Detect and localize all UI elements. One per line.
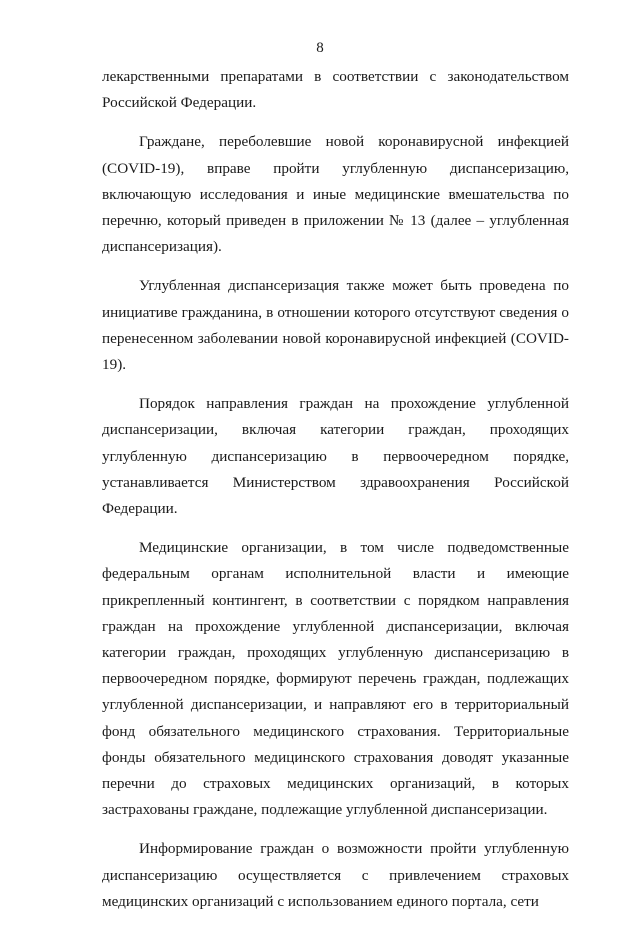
paragraph-initiative: Углубленная диспансеризация также может быть проведена по инициативе гражданина, в отношении которого отсутствуют сведения о перенесенном заболевании новой коронавирусной инфекцией (COVID-19). (102, 277, 569, 374)
paragraph-informing: Информирование граждан о возможности пройти углубленную диспансеризацию осуществляется с привлечением страховых медицинских организаций с использованием единого портала, сети (102, 840, 569, 910)
document-body (102, 64, 569, 928)
page-number: 8 (316, 40, 324, 56)
paragraph-procedure: Порядок направления граждан на прохождение углубленной диспансеризации, включая категории граждан, проходящих углубленную диспансеризацию в первоочередном порядке, устанавливается Министерством здравоохранения Российской Федерации. (102, 395, 569, 518)
paragraph-covid-citizens: Граждане, переболевшие новой коронавирусной инфекцией (COVID-19), вправе пройти углубленную диспансеризацию, включающую исследования и иные медицинские вмешательства по перечню, который приведен в приложении № 13 (далее – углубленная диспансеризация). (102, 133, 569, 256)
paragraph-medical-organizations: Медицинские организации, в том числе подведомственные федеральным органам исполнительной власти и имеющие прикрепленный контингент, в соответствии с порядком направления граждан на прохождение углубленной диспансеризации, включая категории граждан, проходящих углубленную диспансеризацию в первоочередном порядке, формируют перечень граждан, подлежащих углубленной диспансеризации, и направляют его в территориальный фонд обязательного медицинского страхования. Территориальные фонды обязательного медицинского страхования доводят указанные перечни до страховых медицинских организаций, в которых застрахованы граждане, подлежащие углубленной диспансеризации. (102, 539, 569, 819)
paragraph-continuation: лекарственными препаратами в соответствии с законодательством Российской Федерации. (102, 68, 569, 112)
